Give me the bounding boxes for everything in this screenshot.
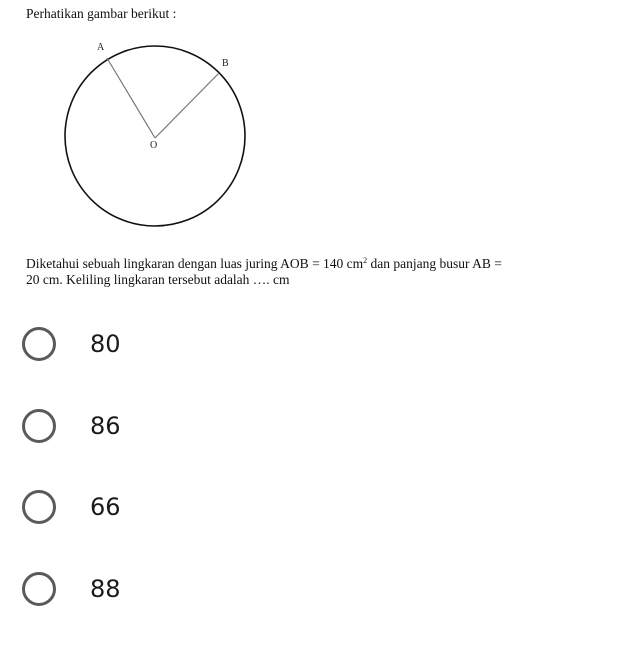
option-c[interactable]	[22, 487, 322, 527]
question-part1: Diketahui sebuah lingkaran dengan luas juring AOB = 140 cm	[26, 256, 364, 271]
option-label: 66	[90, 493, 121, 521]
question-superscript: 2	[363, 256, 368, 265]
circle-diagram	[55, 36, 255, 236]
intro-text: Perhatikan gambar berikut :	[26, 6, 177, 21]
option-a[interactable]	[22, 324, 322, 364]
radio-circle-icon[interactable]	[22, 327, 56, 361]
option-b[interactable]	[22, 406, 322, 446]
label-b: B	[222, 58, 229, 69]
radius-oa	[107, 58, 155, 138]
option-d[interactable]	[22, 569, 322, 609]
option-label: 86	[90, 411, 121, 440]
circle-outline	[65, 46, 245, 226]
question-line2: 20 cm. Keliling lingkaran tersebut adalah …. cm	[26, 272, 290, 287]
radio-circle-icon[interactable]	[22, 409, 56, 443]
radio-circle-icon[interactable]	[22, 490, 56, 524]
option-label: 88	[90, 574, 121, 603]
label-o: O	[150, 140, 158, 151]
radius-ob	[155, 73, 219, 138]
radio-circle-icon[interactable]	[22, 572, 56, 606]
label-a: A	[97, 42, 105, 53]
question-part2: dan panjang busur AB =	[367, 256, 502, 271]
answer-options	[22, 324, 322, 650]
circle-figure	[55, 36, 255, 236]
option-label: 80	[90, 330, 121, 358]
question-text	[26, 256, 636, 288]
